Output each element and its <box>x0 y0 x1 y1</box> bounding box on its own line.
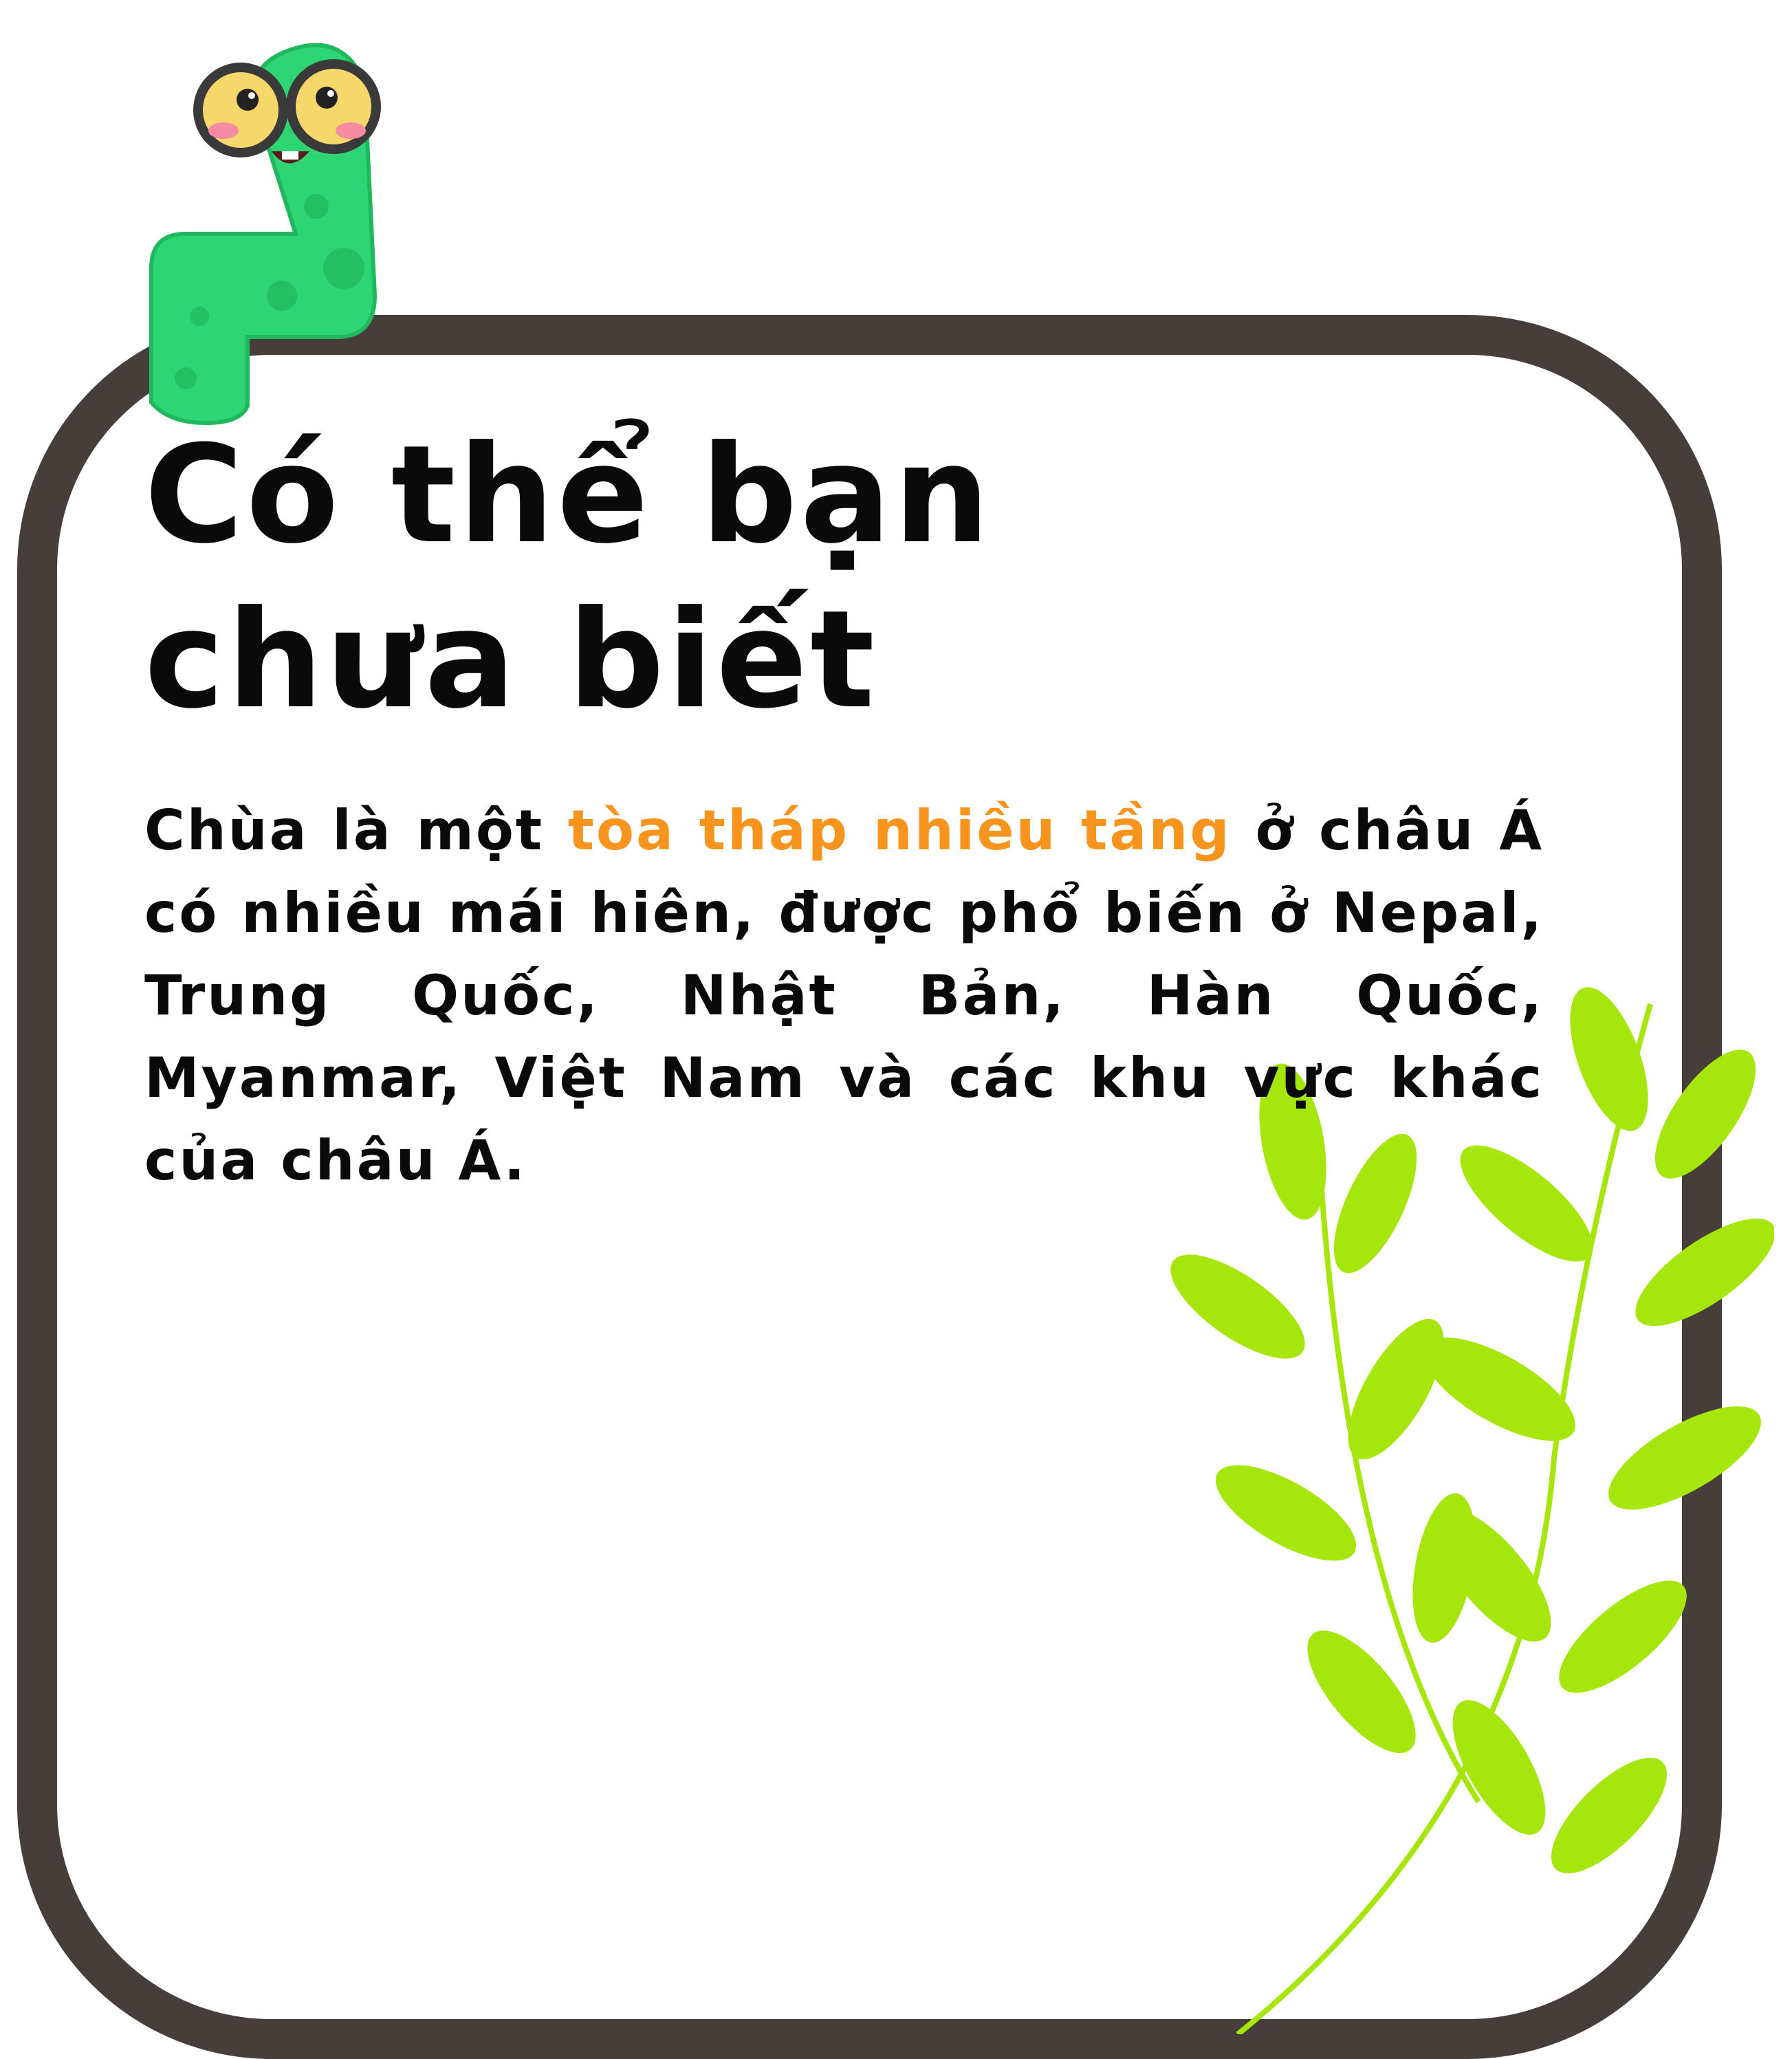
title-line-2: chưa biết <box>144 582 877 739</box>
worm-mascot-icon <box>138 21 495 426</box>
body-text-rest: ở châu Á có nhiều mái hiên, được phổ biến ở Nepal, Trung Quốc, Nhật Bản, Hàn Quốc, Myanmar, Việt Nam và các khu vực khác của châu Á. <box>144 798 1544 1192</box>
body-text-intro: Chùa là một <box>144 798 568 862</box>
card-body <box>144 789 1544 1202</box>
title-line-1: Có thể bạn <box>144 417 993 574</box>
body-text-highlight: tòa tháp nhiều tầng <box>567 798 1232 862</box>
card-title <box>144 413 1176 743</box>
